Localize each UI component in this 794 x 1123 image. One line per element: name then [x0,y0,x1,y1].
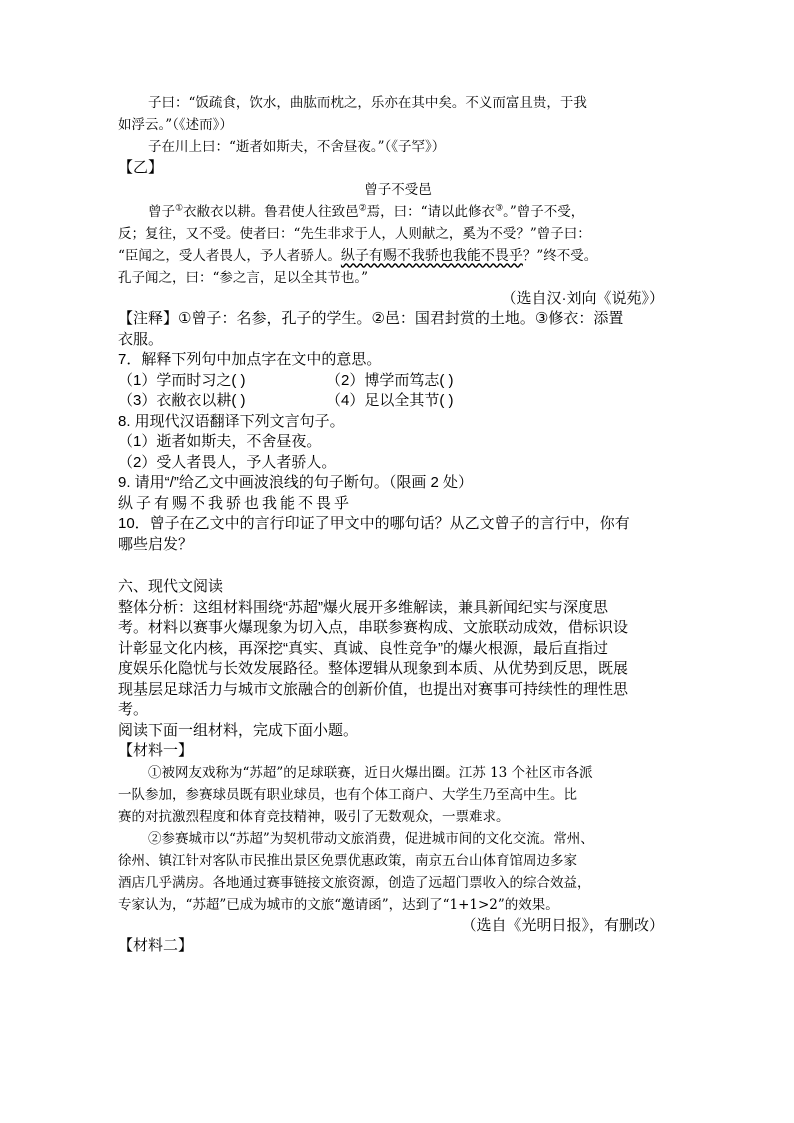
question-7: 7．解释下列句中加点字在文中的意思。 [118,351,382,368]
material-1-p2-line-2: 徐州、镇江针对客队市民推出景区免票优惠政策，南京五台山体育馆周边多家 [118,852,577,869]
wavy-underlined-sentence: 纵子有赐不我骄也我能不畏乎 [340,246,523,263]
note-mark-2: ② [358,203,367,213]
analysis-line-1: 整体分析：这组材料围绕“苏超”爆火展开多维解读，兼具新闻纪实与深度思 [118,598,608,616]
question-9-sentence: 纵子有赐不我骄也我能不畏乎 [118,494,353,512]
yi-p1-a: 曾子 [148,203,175,220]
yi-paragraph-line-2: 反；复往，又不受。使者曰：“先生非求于人，人则献之，奚为不受？”曾子曰： [118,225,591,242]
yi-p3-b: ？”终不受。 [522,247,598,264]
document-page [118,92,678,957]
question-8: 8. 用现代汉语翻译下列文言句子。 [118,412,345,430]
question-10-line-2: 哪些启发？ [118,535,194,553]
yi-notes-line-1: 【注释】①曾子：名参，孔子的学生。②邑：国君封赏的土地。③修衣：添置 [118,310,624,327]
yi-p1-d: 。”曾子不受， [503,203,585,220]
yi-paragraph-line-3 [118,245,678,267]
q7-item-4: （4）足以全其节( ) [326,392,454,409]
yi-p3-a: “臣闻之，受人者畏人，予人者骄人。 [118,247,341,264]
question-8-item-1: （1）逝者如斯夫，不舍昼夜。 [118,433,322,450]
yi-source: （选自汉·刘向《说苑》） [501,289,664,307]
analysis-line-3: 计彰显文化内核，再深挖“真实、真诚、良性竞争”的爆火根源，最后直指过 [118,639,608,657]
yi-p1-b: 衣敝衣以耕。鲁君使人往致邑 [183,203,359,220]
note-mark-1: ① [175,203,184,213]
analysis-line-5: 现基层足球活力与城市文旅融合的创新价值，也提出对赛事可持续性的理性思 [118,680,629,698]
jia-line-3: 子在川上曰：“逝者如斯夫，不舍昼夜。”（《子罕》） [148,139,446,155]
analysis-line-2: 考。材料以赛事火爆现象为切入点，串联参赛构成、文旅联动成效，借标识设 [118,619,629,636]
material-1-p1-line-1: ①被网友戏称为“苏超”的足球联赛，近日火爆出圈。江苏 13 个社区市各派 [148,764,593,781]
q7-item-3: （3）衣敝衣以耕( ) [118,392,246,409]
yi-p1-c: 焉，曰：“请以此修衣 [366,203,496,220]
jia-line-1: 子曰：“饭疏食，饮水，曲肱而枕之，乐亦在其中矣。不义而富且贵，于我 [148,95,587,111]
yi-paragraph-line-4: 孔子闻之，曰：“参之言，足以全其节也。” [118,269,369,286]
question-9: 9. 请用“/”给乙文中画波浪线的句子断句。（限画 2 处） [118,474,474,491]
analysis-line-4: 度娱乐化隐忧与长效发展路径。整体逻辑从现象到本质、从优势到反思，既展 [118,660,629,677]
reading-instruction: 阅读下面一组材料，完成下面小题。 [118,721,359,739]
material-1-p1-line-2: 一队参加，参赛球员既有职业球员，也有个体工商户、大学生乃至高中生。比 [118,786,577,803]
jia-line-2: 如浮云。”（《述而》） [118,117,233,133]
material-1-p2-line-4: 专家认为，“苏超”已成为城市的文旅“邀请函”，达到了“1+1>2”的效果。 [118,896,559,913]
question-7-row-2 [118,391,678,412]
material-2-heading: 【材料二】 [118,937,194,954]
question-10-line-1: 10．曾子在乙文中的言行印证了甲文中的哪句话？从乙文曾子的言行中，你有 [118,515,630,532]
q7-item-1: （1）学而时习之( ) [118,371,246,389]
section-6-heading: 六、现代文阅读 [118,578,224,595]
material-1-p1-line-3: 赛的对抗激烈程度和体育竞技精神，吸引了无数观众，一票难求。 [118,808,510,825]
question-8-item-2: （2）受人者畏人，予人者骄人。 [118,453,337,471]
section-spacer [118,555,678,577]
yi-heading: 【乙】 [118,159,164,176]
material-1-p2-line-1: ②参赛城市以“苏超”为契机带动文旅消费，促进城市间的文化交流。常州、 [148,830,594,847]
note-mark-3: ③ [495,203,504,213]
question-7-row-1 [118,371,678,392]
material-1-source: （选自《光明日报》，有删改） [461,916,664,934]
q7-item-2: （2）博学而笃志( ) [326,371,454,389]
analysis-line-6: 考。 [118,701,149,718]
yi-notes-line-2: 衣服。 [118,330,164,348]
material-1-heading: 【材料一】 [118,742,194,759]
material-1-p2-line-3: 酒店几乎满房。各地通过赛事链接文旅资源，创造了远超门票收入的综合效益， [118,874,591,891]
yi-paragraph-line-1 [118,201,678,223]
yi-title: 曾子不受邑 [364,181,432,198]
